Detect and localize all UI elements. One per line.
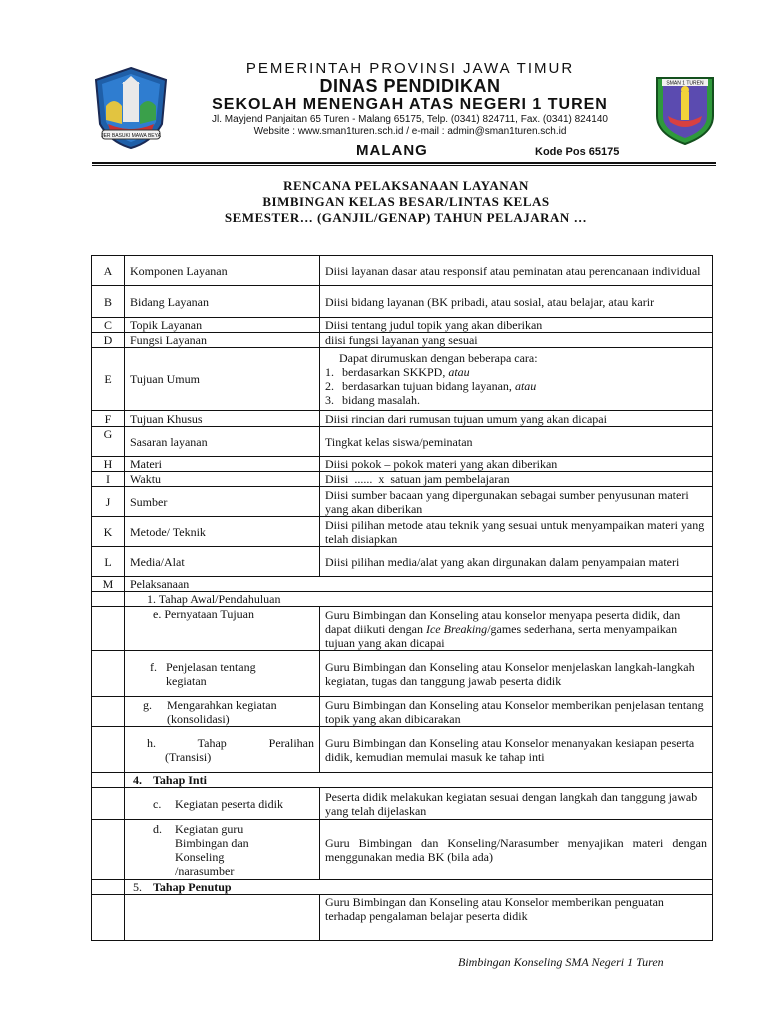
row-value: Diisi pilihan metode atau teknik yang sesuai untuk menyampaikan materi yang telah disiapkan (320, 517, 713, 547)
table-row (92, 517, 713, 547)
row-label: Pelaksanaan (125, 577, 713, 592)
table-row (92, 727, 713, 773)
row-label: Komponen Layanan (125, 256, 320, 286)
step-label: e. Pernyataan Tujuan (125, 607, 320, 651)
row-label: Tujuan Umum (125, 348, 320, 411)
rpl-table (91, 255, 713, 941)
table-row (92, 256, 713, 286)
step-label: c. Kegiatan peserta didik (125, 788, 320, 820)
table-row (92, 895, 713, 941)
step-value: Guru Bimbingan dan Konseling atau konselor menyapa peserta didik, dan dapat diikuti dengan Ice Breaking/games sederhana, serta menyampaikan tujuan yang akan dicapai (320, 607, 713, 651)
row-value: Diisi pokok – pokok materi yang akan diberikan (320, 457, 713, 472)
school-website: Website : www.sman1turen.sch.id / e-mail : admin@sman1turen.sch.id (253, 126, 567, 137)
table-row (92, 788, 713, 820)
table-row (92, 286, 713, 318)
row-label: Metode/ Teknik (125, 517, 320, 547)
list-item: 2. berdasarkan tujuan bidang layanan, atau (325, 379, 537, 393)
postal-code: Kode Pos 65175 (535, 146, 620, 158)
row-key: G (92, 427, 125, 457)
school-address: Jl. Mayjend Panjaitan 65 Turen - Malang 65175, Telp. (0341) 824711, Fax. (0341) 824140 (211, 114, 608, 125)
stage-heading: 1. Tahap Awal/Pendahuluan (125, 592, 713, 607)
row-value: diisi fungsi layanan yang sesuai (320, 333, 713, 348)
page-footer: Bimbingan Konseling SMA Negeri 1 Turen (458, 955, 664, 969)
row-label: Waktu (125, 472, 320, 487)
office-line: DINAS PENDIDIKAN (319, 76, 501, 96)
row-key: C (92, 318, 125, 333)
row-key: L (92, 547, 125, 577)
list-item: 3. bidang masalah. (325, 393, 420, 407)
list-item: 1. berdasarkan SKKPD, atau (325, 365, 470, 379)
stage-heading: 5. Tahap Penutup (125, 880, 713, 895)
row-key: I (92, 472, 125, 487)
row-key: D (92, 333, 125, 348)
row-value: Diisi ...... x satuan jam pembelajaran (320, 472, 713, 487)
row-key: A (92, 256, 125, 286)
table-row (92, 651, 713, 697)
row-key: F (92, 411, 125, 427)
header-rule (92, 162, 716, 164)
table-row (92, 607, 713, 651)
school-emblem-icon (652, 72, 718, 146)
step-value: Guru Bimbingan dan Konseling/Narasumber menyajikan materi dengan menggunakan media BK (bila ada) (320, 820, 713, 880)
header-rule-thin (92, 165, 716, 166)
row-value (320, 348, 713, 411)
step-label: h. Tahap Peralihan (Transisi) (125, 727, 320, 773)
row-label: Topik Layanan (125, 318, 320, 333)
step-label: g. Mengarahkan kegiatan (konsolidasi) (125, 697, 320, 727)
step-label: d. Kegiatan guru Bimbingan dan Konseling /narasumber (125, 820, 320, 880)
table-row (92, 820, 713, 880)
row-value: Diisi bidang layanan (BK pribadi, atau sosial, atau belajar, atau karir (320, 286, 713, 318)
table-row (92, 427, 713, 457)
table-row (92, 318, 713, 333)
table-row (92, 577, 713, 592)
row-label: Sumber (125, 487, 320, 517)
table-row (92, 333, 713, 348)
table-row (92, 457, 713, 472)
document-title: RENCANA PELAKSANAAN LAYANAN (283, 178, 529, 193)
table-row (92, 773, 713, 788)
row-key: B (92, 286, 125, 318)
row-value: Tingkat kelas siswa/peminatan (320, 427, 713, 457)
government-line: PEMERINTAH PROVINSI JAWA TIMUR (245, 60, 575, 77)
step-value: Guru Bimbingan dan Konseling atau Konselor menanyakan kesiapan peserta didik, kemudian memulai masuk ke tahap inti (320, 727, 713, 773)
school-name: SEKOLAH MENENGAH ATAS NEGERI 1 TUREN (212, 96, 608, 113)
svg-text:SMAN 1 TUREN: SMAN 1 TUREN (666, 80, 704, 87)
tujuan-intro: Dapat dirumuskan dengan beberapa cara: (339, 351, 538, 365)
step-value: Guru Bimbingan dan Konseling atau Konselor menjelaskan langkah-langkah kegiatan, tugas dan tanggung jawab peserta didik (320, 651, 713, 697)
table-row (92, 348, 713, 411)
row-value: Diisi rincian dari rumusan tujuan umum yang akan dicapai (320, 411, 713, 427)
row-value: Diisi sumber bacaan yang dipergunakan sebagai sumber penyusunan materi yang akan diberikan (320, 487, 713, 517)
city-name: MALANG (356, 142, 428, 159)
document-semester: SEMESTER… (GANJIL/GENAP) TAHUN PELAJARAN … (224, 210, 588, 225)
stage-heading: 4. Tahap Inti (125, 773, 713, 788)
step-value: Guru Bimbingan dan Konseling atau Konselor memberikan penjelasan tentang topik yang akan dibicarakan (320, 697, 713, 727)
row-label: Materi (125, 457, 320, 472)
row-label: Sasaran layanan (125, 427, 320, 457)
step-label: f. Penjelasan tentang kegiatan (125, 651, 320, 697)
row-key: K (92, 517, 125, 547)
table-row (92, 547, 713, 577)
row-value: Diisi layanan dasar atau responsif atau peminatan atau perencanaan individual (320, 256, 713, 286)
row-label: Fungsi Layanan (125, 333, 320, 348)
row-label: Bidang Layanan (125, 286, 320, 318)
row-value: Diisi tentang judul topik yang akan diberikan (320, 318, 713, 333)
table-row (92, 592, 713, 607)
row-value: Diisi pilihan media/alat yang akan dirgunakan dalam penyampaian materi (320, 547, 713, 577)
table-row (92, 411, 713, 427)
table-row (92, 697, 713, 727)
row-label: Tujuan Khusus (125, 411, 320, 427)
row-key: M (92, 577, 125, 592)
step-value: Guru Bimbingan dan Konseling atau Konselor memberikan penguatan terhadap pengalaman belajar peserta didik (320, 895, 713, 941)
svg-text:JER BASUKI MAWA BEYA: JER BASUKI MAWA BEYA (101, 133, 161, 139)
step-value: Peserta didik melakukan kegiatan sesuai dengan langkah dan tanggung jawab yang telah dijelaskan (320, 788, 713, 820)
table-row (92, 487, 713, 517)
province-emblem-icon (92, 66, 170, 150)
table-row (92, 472, 713, 487)
row-key: H (92, 457, 125, 472)
document-subtitle: BIMBINGAN KELAS BESAR/LINTAS KELAS (262, 194, 550, 209)
table-row (92, 880, 713, 895)
row-key: J (92, 487, 125, 517)
row-label: Media/Alat (125, 547, 320, 577)
row-key: E (92, 348, 125, 411)
